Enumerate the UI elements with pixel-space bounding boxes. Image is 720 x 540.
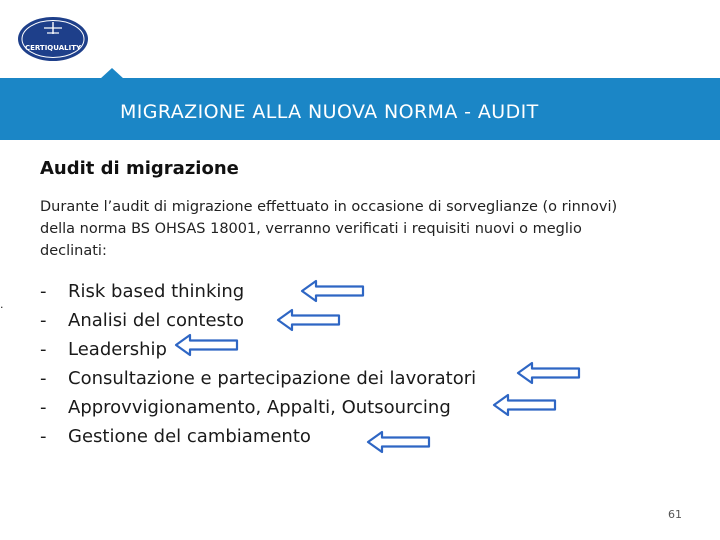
left-arrow-icon [516, 361, 582, 385]
section-subtitle: Audit di migrazione [40, 158, 239, 179]
bullet-dash: - [40, 368, 47, 389]
left-arrow-icon [276, 308, 342, 332]
left-arrow-icon [300, 279, 366, 303]
intro-paragraph: Durante l’audit di migrazione effettuato in occasione di sorveglianze (o rinnovi) della norma BS OHSAS 18001, verranno verificati i requisiti nuovi o meglio declinati: [40, 199, 618, 259]
bullet-dash: - [40, 426, 47, 447]
requirements-list [40, 277, 476, 451]
left-arrow-icon [174, 333, 240, 357]
list-item-label: Analisi del contesto [68, 310, 244, 331]
bullet-dash: - [40, 310, 47, 331]
logo-text: CERTIQUALITY [24, 44, 82, 52]
left-arrow-icon [366, 430, 432, 454]
list-item-label: Consultazione e partecipazione dei lavoratori [68, 368, 477, 389]
list-item [40, 277, 476, 306]
list-item [40, 306, 476, 335]
bullet-dash: - [40, 281, 47, 302]
list-item-label: Leadership [68, 339, 167, 360]
list-item-label: Approvvigionamento, Appalti, Outsourcing [68, 397, 451, 418]
bullet-dot-mark: . [0, 298, 4, 311]
slide-title: MIGRAZIONE ALLA NUOVA NORMA - AUDIT [120, 101, 539, 123]
list-item-label: Gestione del cambiamento [68, 426, 311, 447]
page-number: 61 [668, 508, 682, 521]
bullet-dash: - [40, 339, 47, 360]
list-item [40, 393, 476, 422]
bullet-dash: - [40, 397, 47, 418]
left-arrow-icon [492, 393, 558, 417]
certiquality-logo [16, 14, 90, 64]
list-item-label: Risk based thinking [68, 281, 245, 302]
list-item [40, 364, 476, 393]
list-item [40, 335, 476, 364]
